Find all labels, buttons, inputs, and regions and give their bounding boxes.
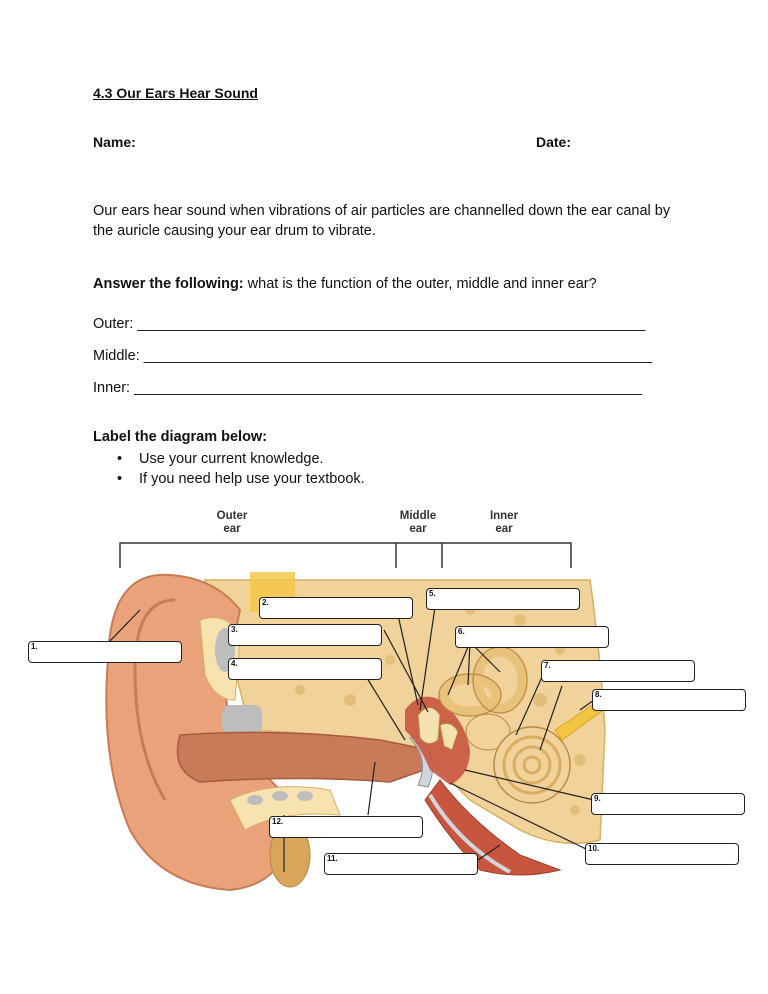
label-box-5[interactable] xyxy=(426,588,580,610)
worksheet-title: 4.3 Our Ears Hear Sound xyxy=(93,85,258,101)
label-box-6[interactable] xyxy=(455,626,609,648)
answer-label: Middle: xyxy=(93,348,140,364)
name-label: Name: xyxy=(93,134,136,150)
label-number: 5. xyxy=(429,589,436,598)
region-line1: Middle xyxy=(399,510,437,522)
label-box-1[interactable] xyxy=(28,641,182,663)
answer-blank[interactable]: _______________________________________________________________ xyxy=(137,316,646,332)
instruction-list xyxy=(117,449,365,489)
ear-diagram xyxy=(0,500,768,920)
region-line2: ear xyxy=(223,523,241,535)
instruction-item: • Use your current knowledge. xyxy=(117,449,365,469)
answer-line-inner[interactable] xyxy=(93,380,642,396)
instruction-item: • If you need help use your textbook. xyxy=(117,469,365,489)
label-number: 8. xyxy=(595,690,602,699)
region-line2: ear xyxy=(409,523,427,535)
answer-line-middle[interactable] xyxy=(93,348,652,364)
question xyxy=(93,276,597,292)
region-line2: ear xyxy=(495,523,513,535)
region-line1: Inner xyxy=(489,510,519,522)
label-number: 2. xyxy=(262,598,269,607)
label-box-4[interactable] xyxy=(228,658,382,680)
region-line1: Outer xyxy=(216,510,248,522)
label-box-8[interactable] xyxy=(592,689,746,711)
label-box-12[interactable] xyxy=(269,816,423,838)
question-text: what is the function of the outer, middle and inner ear? xyxy=(243,276,597,292)
answer-label: Outer: xyxy=(93,316,134,332)
label-number: 9. xyxy=(594,794,601,803)
date-label: Date: xyxy=(536,134,572,150)
label-number: 7. xyxy=(544,661,551,670)
diagram-heading: Label the diagram below: xyxy=(93,429,268,445)
region-inner-ear xyxy=(482,510,526,536)
answer-blank[interactable]: _______________________________________________________________ xyxy=(143,348,652,364)
label-box-2[interactable] xyxy=(259,597,413,619)
region-outer-ear xyxy=(210,510,254,536)
label-number: 12. xyxy=(272,817,284,826)
label-number: 10. xyxy=(588,844,600,853)
answer-label: Inner: xyxy=(93,380,131,396)
label-box-10[interactable] xyxy=(585,843,739,865)
answer-line-outer[interactable] xyxy=(93,316,645,332)
label-box-11[interactable] xyxy=(324,853,478,875)
label-number: 1. xyxy=(31,642,38,651)
region-middle-ear xyxy=(394,510,442,536)
label-box-7[interactable] xyxy=(541,660,695,682)
label-box-3[interactable] xyxy=(228,624,382,646)
region-brackets xyxy=(120,543,571,568)
answer-blank[interactable]: _______________________________________________________________ xyxy=(134,380,643,396)
intro-paragraph: Our ears hear sound when vibrations of air particles are channelled down the ear canal by the auricle causing your ear drum to vibrate. xyxy=(93,203,671,239)
label-box-9[interactable] xyxy=(591,793,745,815)
label-number: 3. xyxy=(231,625,238,634)
label-number: 6. xyxy=(458,627,465,636)
label-number: 11. xyxy=(327,854,338,863)
question-bold: Answer the following: xyxy=(93,276,244,292)
label-number: 4. xyxy=(231,659,238,668)
